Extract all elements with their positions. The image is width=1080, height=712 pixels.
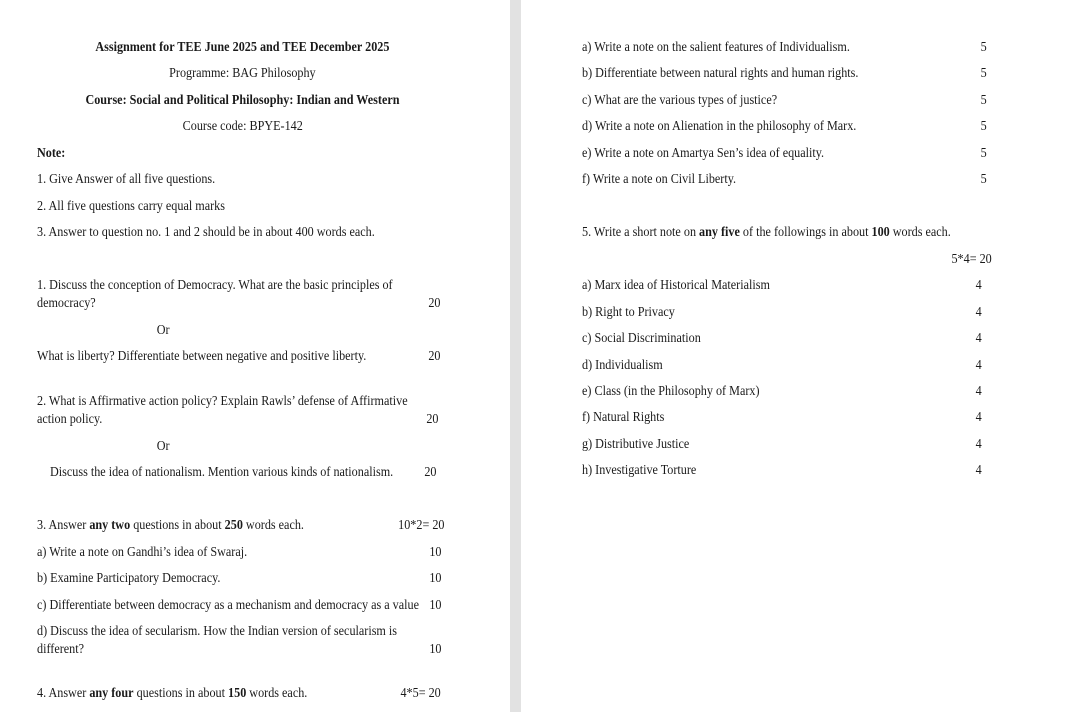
course-code: Course code: BPYE-142	[182, 118, 303, 133]
or-separator: Or	[156, 438, 170, 453]
question-3-instruction: 3. Answer any two questions in about 250 words each.	[37, 517, 304, 532]
question-3-item: b) Examine Participatory Democracy.	[37, 570, 221, 585]
question-4-item-marks: 5	[980, 171, 987, 186]
or-separator: Or	[156, 322, 170, 337]
question-3-item-marks: 10	[428, 597, 441, 612]
programme-line: Programme: BAG Philosophy	[169, 65, 316, 80]
question-5-item: d) Individualism	[582, 357, 663, 372]
note-label: Note:	[37, 145, 66, 160]
course-title: Course: Social and Political Philosophy: Indian and Western	[85, 92, 400, 107]
question-4-item: b) Differentiate between natural rights and human rights.	[582, 65, 859, 80]
question-4-instruction: 4. Answer any four questions in about 150 words each.	[37, 685, 308, 700]
question-1-alternative: What is liberty? Differentiate between negative and positive liberty.	[37, 348, 367, 363]
question-5-item-marks: 4	[975, 462, 982, 477]
page-gutter	[510, 0, 521, 712]
question-1-text-cont: democracy?	[37, 295, 96, 310]
question-4-item-marks: 5	[980, 92, 987, 107]
question-1-alternative-marks: 20	[427, 348, 440, 363]
question-1-text: 1. Discuss the conception of Democracy. What are the basic principles of	[37, 277, 393, 292]
question-3-item: d) Discuss the idea of secularism. How the Indian version of secularism is	[37, 623, 398, 638]
question-5-item: a) Marx idea of Historical Materialism	[582, 277, 770, 292]
question-4-item: f) Write a note on Civil Liberty.	[582, 171, 737, 186]
question-4-item-marks: 5	[980, 118, 987, 133]
question-2-marks: 20	[425, 411, 438, 426]
question-5-item: f) Natural Rights	[582, 409, 665, 424]
note-item: 3. Answer to question no. 1 and 2 should be in about 400 words each.	[37, 224, 375, 239]
question-4-item: c) What are the various types of justice?	[582, 92, 778, 107]
document-page-right	[521, 0, 1080, 712]
question-5-item: h) Investigative Torture	[582, 462, 697, 477]
question-5-marks: 5*4= 20	[951, 251, 992, 266]
question-4-marks: 4*5= 20	[400, 685, 441, 700]
question-2-alternative: Discuss the idea of nationalism. Mention various kinds of nationalism.	[50, 464, 394, 479]
question-5-item-marks: 4	[975, 383, 982, 398]
question-2-text-cont: action policy.	[37, 411, 103, 426]
question-3-item-marks: 10	[428, 544, 441, 559]
question-5-item-marks: 4	[975, 436, 982, 451]
question-2-text: 2. What is Affirmative action policy? Explain Rawls’ defense of Affirmative	[37, 393, 408, 408]
question-4-item: d) Write a note on Alienation in the philosophy of Marx.	[582, 118, 857, 133]
question-5-item: e) Class (in the Philosophy of Marx)	[582, 383, 760, 398]
question-5-item: c) Social Discrimination	[582, 330, 701, 345]
question-2-alternative-marks: 20	[423, 464, 436, 479]
question-3-item: a) Write a note on Gandhi’s idea of Swaraj.	[37, 544, 248, 559]
question-5-item-marks: 4	[975, 409, 982, 424]
question-3-item-cont: different?	[37, 641, 85, 656]
question-5-instruction: 5. Write a short note on any five of the followings in about 100 words each.	[582, 224, 951, 239]
question-3-item: c) Differentiate between democracy as a mechanism and democracy as a value	[37, 597, 419, 612]
question-4-item: a) Write a note on the salient features of Individualism.	[582, 39, 850, 54]
note-item: 1. Give Answer of all five questions.	[37, 171, 216, 186]
question-4-item-marks: 5	[980, 65, 987, 80]
question-5-item: b) Right to Privacy	[582, 304, 675, 319]
question-5-item-marks: 4	[975, 304, 982, 319]
question-1-marks: 20	[427, 295, 440, 310]
question-4-item-marks: 5	[980, 145, 987, 160]
question-5-item-marks: 4	[975, 330, 982, 345]
assignment-title: Assignment for TEE June 2025 and TEE December 2025	[95, 39, 390, 54]
question-5-item: g) Distributive Justice	[582, 436, 690, 451]
question-3-marks: 10*2= 20	[397, 517, 444, 532]
question-4-item: e) Write a note on Amartya Sen’s idea of equality.	[582, 145, 825, 160]
question-4-item-marks: 5	[980, 39, 987, 54]
question-3-item-marks: 10	[428, 570, 441, 585]
note-item: 2. All five questions carry equal marks	[37, 198, 225, 213]
question-5-item-marks: 4	[975, 277, 982, 292]
document-page-left	[0, 0, 510, 712]
question-3-item-marks: 10	[428, 641, 441, 656]
question-5-item-marks: 4	[975, 357, 982, 372]
